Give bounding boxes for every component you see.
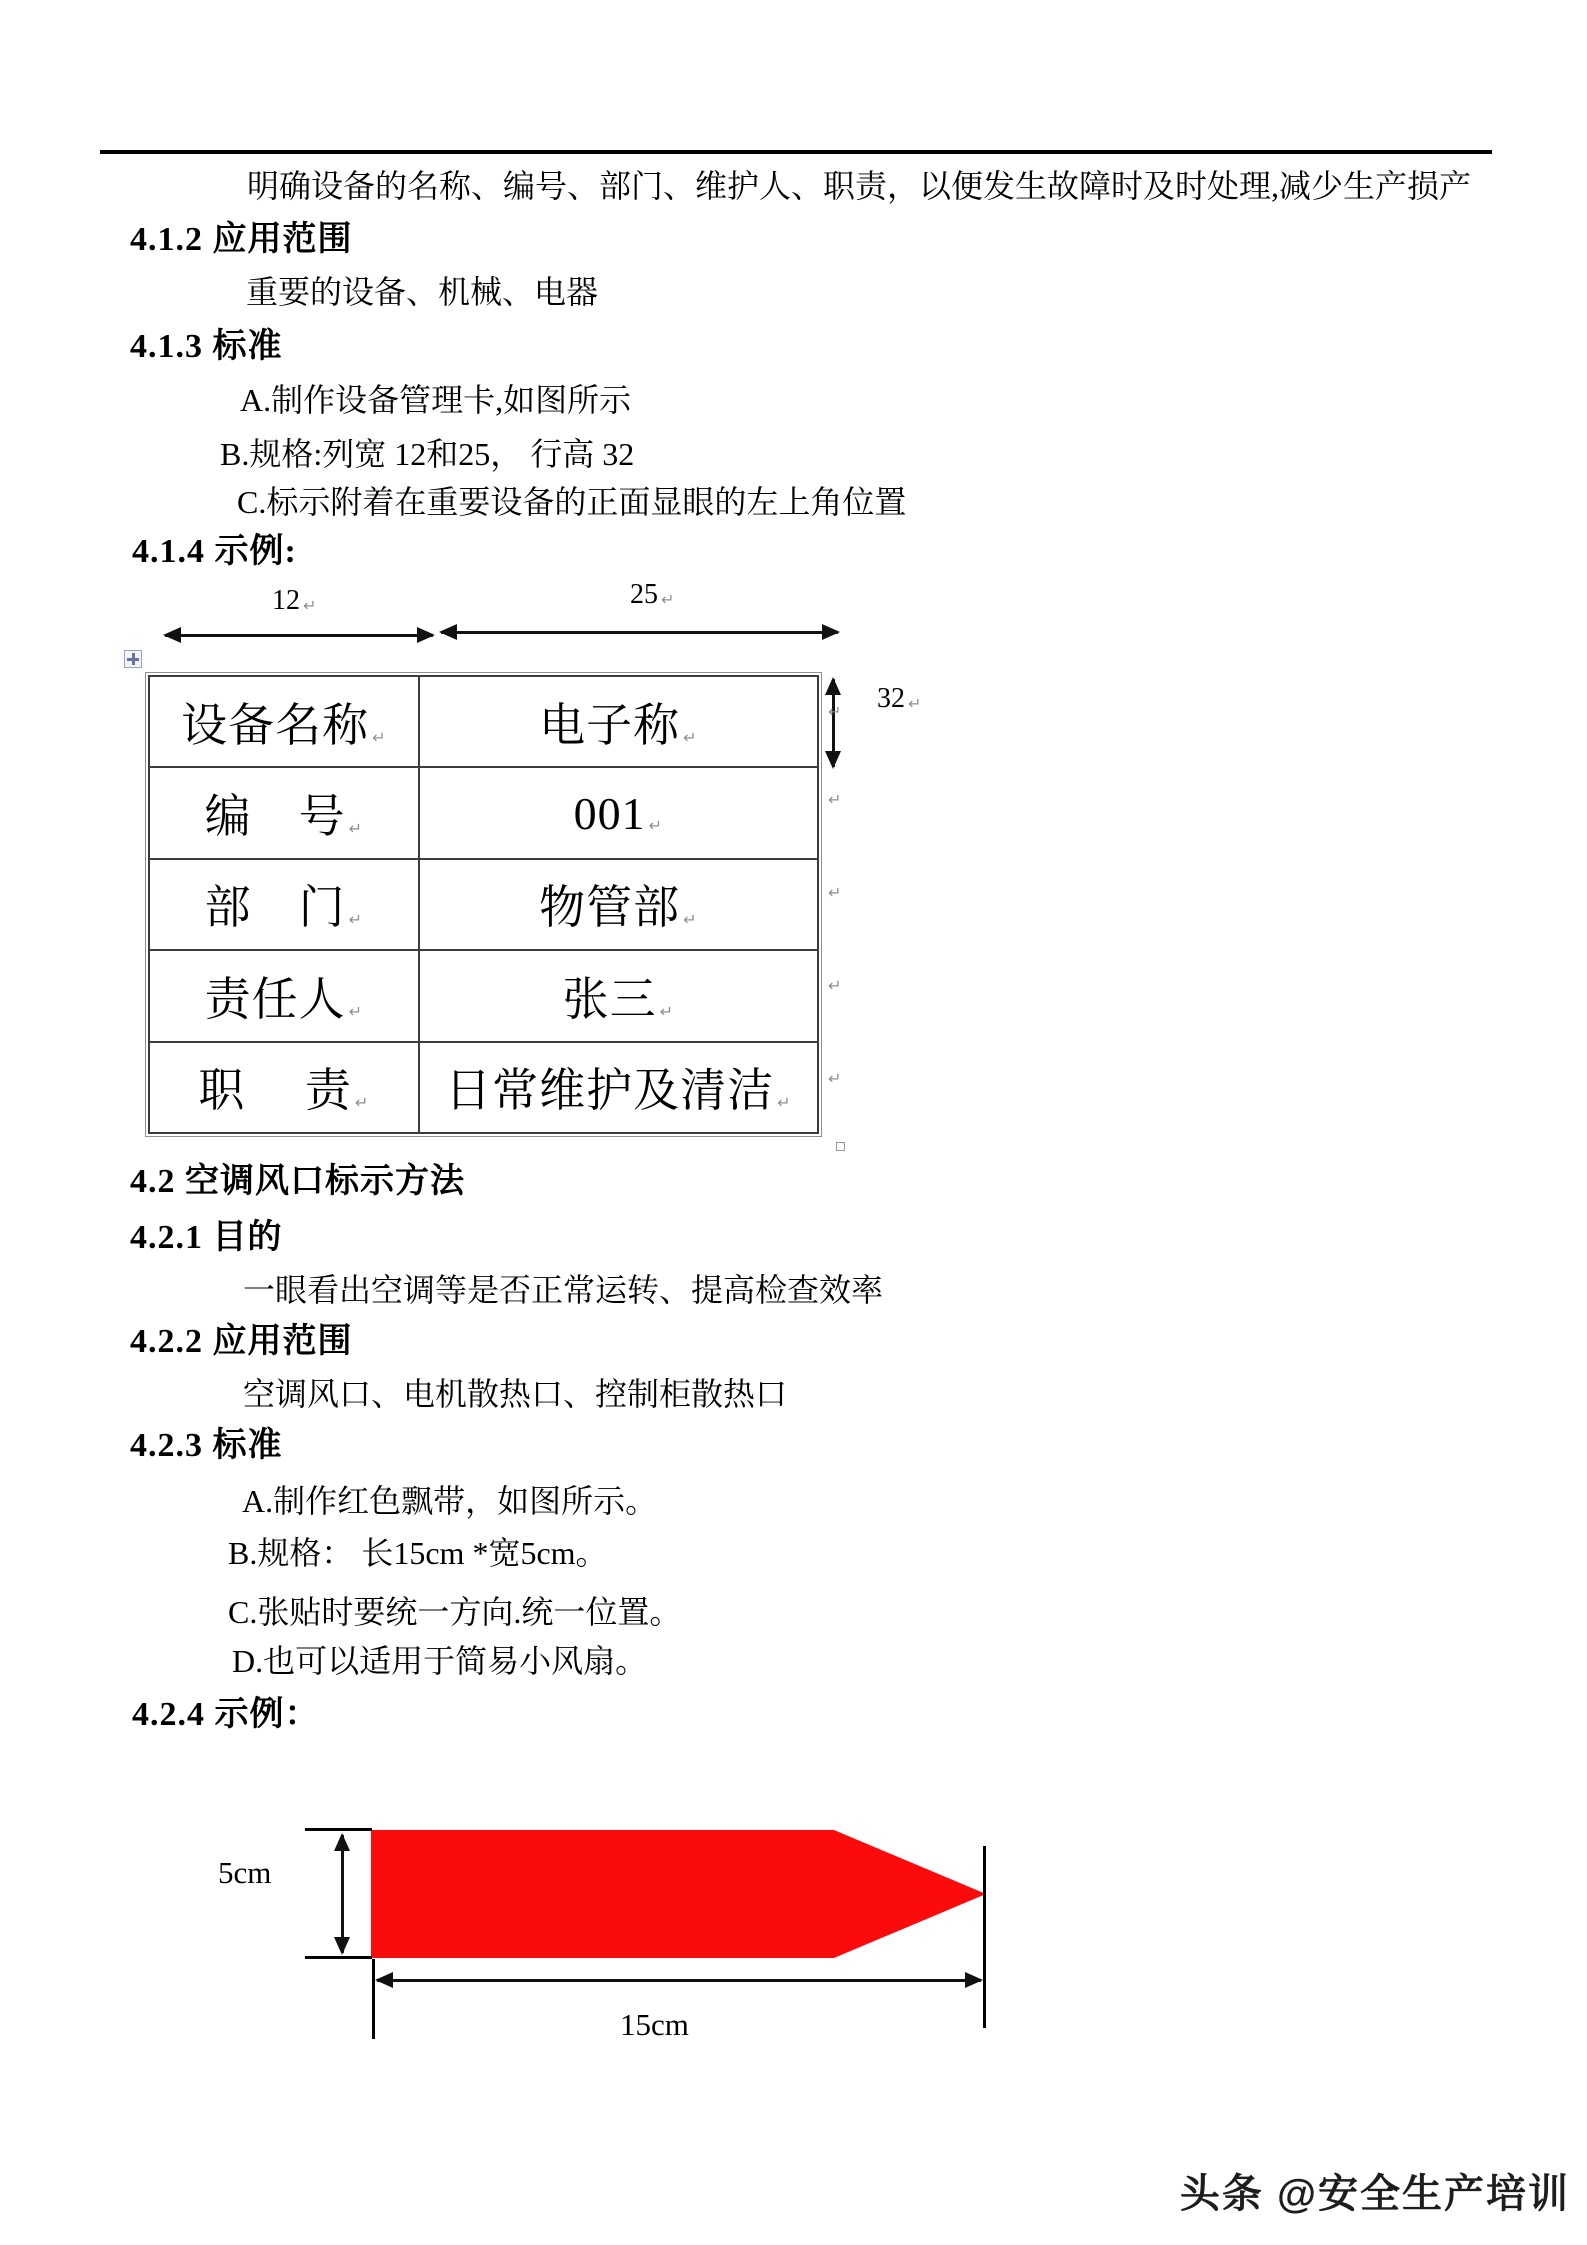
arrowhead-up-icon bbox=[334, 1833, 350, 1851]
ribbon-length-label: 15cm bbox=[620, 2007, 689, 2042]
ribbon-left-end-tick bbox=[372, 1959, 375, 2039]
pilcrow-mark: ↵ bbox=[683, 727, 698, 747]
pilcrow-mark: ↵ bbox=[348, 910, 363, 930]
cell-value: 日常维护及清洁 ↵ bbox=[419, 1042, 818, 1133]
table-row bbox=[149, 1042, 818, 1133]
ribbon-length-dimension-arrow bbox=[377, 1979, 981, 1982]
top-rule bbox=[100, 150, 1492, 154]
scope-4-1-2: 重要的设备、机械、电器 bbox=[246, 274, 599, 310]
pilcrow-mark: ↵ bbox=[683, 910, 698, 930]
equipment-card-table bbox=[145, 672, 822, 1137]
arrowhead-right-icon bbox=[417, 627, 435, 643]
table-row bbox=[149, 767, 818, 858]
pilcrow-mark: ↵ bbox=[828, 1069, 842, 1088]
table-row bbox=[149, 676, 818, 767]
ribbon-top-tick bbox=[305, 1828, 372, 1831]
purpose-4-2-1: 一眼看出空调等是否正常运转、提高检查效率 bbox=[243, 1272, 884, 1308]
arrowhead-left-icon bbox=[375, 1972, 393, 1988]
item-4-1-3-a: A.制作设备管理卡,如图所示 bbox=[240, 382, 632, 418]
arrowhead-left-icon bbox=[163, 627, 181, 643]
ribbon-right-end-tick bbox=[983, 1846, 986, 2028]
pilcrow-mark: ↵ bbox=[777, 1093, 792, 1113]
heading-4-2-2: 4.2.2 应用范围 bbox=[130, 1323, 353, 1360]
item-4-2-3-b: B.规格： 长15cm *宽5cm。 bbox=[228, 1535, 608, 1571]
pilcrow-mark: ↵ bbox=[348, 1001, 363, 1021]
arrowhead-left-icon bbox=[439, 624, 457, 640]
item-4-1-3-b: B.规格:列宽 12和25， 行高 32 bbox=[220, 436, 635, 472]
cell-value: 张三 ↵ bbox=[419, 950, 818, 1041]
pilcrow-mark: ↵ bbox=[828, 883, 842, 902]
heading-4-1-4: 4.1.4 示例: bbox=[132, 533, 297, 570]
intro-line: 明确设备的名称、编号、部门、维护人、职责，以便发生故障时及时处理,减少生产损产 bbox=[247, 168, 1472, 204]
arrowhead-right-icon bbox=[822, 624, 840, 640]
pilcrow-mark: ↵ bbox=[303, 596, 317, 615]
heading-4-2-1: 4.2.1 目的 bbox=[130, 1219, 283, 1256]
heading-4-2: 4.2 空调风口标示方法 bbox=[130, 1163, 465, 1200]
pilcrow-mark: ↵ bbox=[828, 976, 842, 995]
heading-4-2-4: 4.2.4 示例： bbox=[132, 1696, 320, 1733]
pilcrow-mark: ↵ bbox=[354, 1093, 370, 1113]
arrowhead-down-icon bbox=[825, 751, 841, 769]
cell-label: 职 责 ↵ bbox=[149, 1042, 419, 1133]
heading-4-2-3: 4.2.3 标准 bbox=[130, 1427, 283, 1464]
item-4-2-3-a: A.制作红色飘带，如图所示。 bbox=[242, 1483, 658, 1519]
row-height-label: 32 ↵ bbox=[877, 684, 921, 717]
item-4-2-3-d: D.也可以适用于简易小风扇。 bbox=[232, 1643, 648, 1679]
col1-dimension-arrow bbox=[165, 634, 433, 637]
red-banner-shape bbox=[371, 1830, 986, 1958]
col1-width-label: 12 ↵ bbox=[272, 586, 316, 619]
ribbon-height-dimension-arrow bbox=[341, 1835, 344, 1953]
pilcrow-mark: ↵ bbox=[659, 1001, 674, 1021]
cell-label: 编 号 ↵ bbox=[149, 767, 419, 858]
arrowhead-up-icon bbox=[825, 677, 841, 695]
arrowhead-down-icon bbox=[334, 1937, 350, 1955]
cell-value: 001 ↵ bbox=[419, 767, 818, 858]
scope-4-2-2: 空调风口、电机散热口、控制柜散热口 bbox=[243, 1376, 788, 1412]
pilcrow-mark: ↵ bbox=[661, 590, 675, 609]
pilcrow-mark: ↵ bbox=[828, 790, 842, 809]
ribbon-bottom-tick bbox=[305, 1956, 372, 1959]
watermark-text: 头条 @安全生产培训 bbox=[1179, 2172, 1570, 2216]
heading-4-1-2: 4.1.2 应用范围 bbox=[130, 221, 353, 258]
item-4-2-3-c: C.张贴时要统一方向.统一位置。 bbox=[228, 1594, 682, 1630]
pilcrow-mark: ↵ bbox=[348, 819, 363, 839]
cell-label: 设备名称 ↵ bbox=[149, 676, 419, 767]
ribbon-width-label: 5cm bbox=[218, 1855, 272, 1890]
pilcrow-mark: ↵ bbox=[908, 694, 922, 713]
arrowhead-right-icon bbox=[965, 1972, 983, 1988]
col2-width-label: 25 ↵ bbox=[630, 580, 674, 613]
col2-dimension-arrow bbox=[441, 631, 838, 634]
table-row bbox=[149, 859, 818, 950]
cell-value: 物管部 ↵ bbox=[419, 859, 818, 950]
table-resize-handle[interactable] bbox=[836, 1142, 845, 1151]
cell-label: 责任人 ↵ bbox=[149, 950, 419, 1041]
cell-label: 部 门 ↵ bbox=[149, 859, 419, 950]
red-ribbon-figure bbox=[371, 1830, 987, 1959]
pilcrow-mark: ↵ bbox=[372, 727, 387, 747]
pilcrow-mark: ↵ bbox=[648, 815, 663, 835]
table-row bbox=[149, 950, 818, 1041]
table-move-handle-icon[interactable] bbox=[124, 650, 142, 668]
cell-value: 电子称 ↵ bbox=[419, 676, 818, 767]
item-4-1-3-c: C.标示附着在重要设备的正面显眼的左上角位置 bbox=[237, 484, 907, 520]
row-height-dimension-arrow bbox=[832, 679, 835, 767]
heading-4-1-3: 4.1.3 标准 bbox=[130, 328, 283, 365]
pilcrow-mark: ↵ bbox=[828, 702, 842, 721]
